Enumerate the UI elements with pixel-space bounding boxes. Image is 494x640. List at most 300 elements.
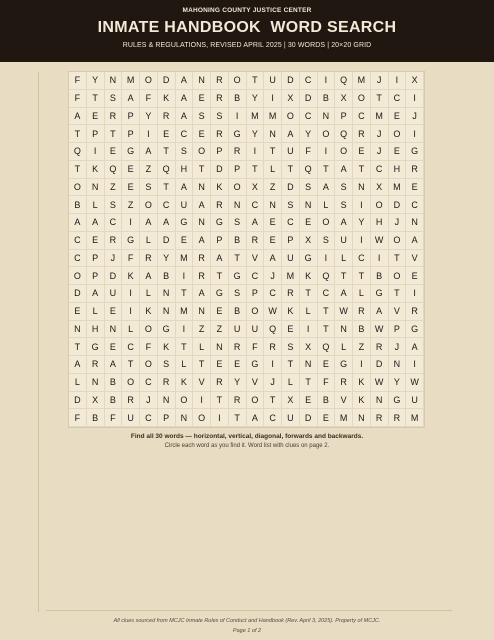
grid-cell[interactable]: G [247,356,265,374]
grid-cell[interactable]: E [105,338,123,356]
grid-cell[interactable]: R [406,303,424,321]
grid-cell[interactable]: K [158,90,176,108]
grid-cell[interactable]: T [353,267,371,285]
grid-cell[interactable]: G [229,267,247,285]
grid-cell[interactable]: T [247,161,265,179]
grid-cell[interactable]: A [211,250,229,268]
grid-cell[interactable]: F [318,374,336,392]
grid-cell[interactable]: M [335,409,353,427]
grid-cell[interactable]: F [140,338,158,356]
grid-cell[interactable]: L [122,321,140,339]
grid-cell[interactable]: X [247,179,265,197]
grid-cell[interactable]: J [389,214,407,232]
grid-cell[interactable]: N [158,392,176,410]
grid-cell[interactable]: T [282,356,300,374]
grid-cell[interactable]: N [193,303,211,321]
grid-cell[interactable]: I [264,90,282,108]
grid-cell[interactable]: E [406,179,424,197]
grid-cell[interactable]: N [87,374,105,392]
grid-cell[interactable]: B [229,90,247,108]
grid-cell[interactable]: N [353,409,371,427]
grid-cell[interactable]: H [87,321,105,339]
grid-cell[interactable]: T [211,392,229,410]
grid-cell[interactable]: L [264,161,282,179]
grid-cell[interactable]: F [69,409,87,427]
grid-cell[interactable]: P [282,232,300,250]
grid-cell[interactable]: R [353,125,371,143]
grid-cell[interactable]: Y [158,250,176,268]
grid-cell[interactable]: T [229,250,247,268]
grid-cell[interactable]: T [300,374,318,392]
grid-cell[interactable]: P [87,125,105,143]
grid-cell[interactable]: V [389,303,407,321]
grid-cell[interactable]: B [158,267,176,285]
grid-cell[interactable]: T [176,338,194,356]
grid-cell[interactable]: C [300,72,318,90]
grid-cell[interactable]: T [247,72,265,90]
grid-cell[interactable]: O [335,143,353,161]
grid-cell[interactable]: N [264,196,282,214]
grid-cell[interactable]: T [335,267,353,285]
grid-cell[interactable]: A [176,72,194,90]
grid-cell[interactable]: I [389,72,407,90]
grid-cell[interactable]: O [140,196,158,214]
grid-cell[interactable]: R [371,409,389,427]
grid-cell[interactable]: N [193,214,211,232]
grid-cell[interactable]: O [69,267,87,285]
grid-cell[interactable]: N [300,356,318,374]
grid-cell[interactable]: A [87,285,105,303]
grid-cell[interactable]: W [371,232,389,250]
grid-cell[interactable]: U [105,285,123,303]
grid-cell[interactable]: R [247,232,265,250]
grid-cell[interactable]: J [105,250,123,268]
grid-cell[interactable]: G [158,321,176,339]
grid-cell[interactable]: Y [247,125,265,143]
grid-cell[interactable]: T [69,338,87,356]
grid-cell[interactable]: T [193,161,211,179]
grid-cell[interactable]: N [193,179,211,197]
grid-cell[interactable]: A [193,232,211,250]
grid-cell[interactable]: I [264,356,282,374]
grid-cell[interactable]: C [353,108,371,126]
grid-cell[interactable]: U [229,321,247,339]
grid-cell[interactable]: P [122,108,140,126]
grid-cell[interactable]: R [158,108,176,126]
grid-cell[interactable]: G [211,285,229,303]
grid-cell[interactable]: E [105,143,123,161]
grid-cell[interactable]: C [371,161,389,179]
grid-cell[interactable]: P [335,108,353,126]
grid-cell[interactable]: A [158,214,176,232]
grid-cell[interactable]: O [193,143,211,161]
grid-cell[interactable]: N [406,214,424,232]
grid-cell[interactable]: R [211,374,229,392]
grid-cell[interactable]: T [87,90,105,108]
grid-cell[interactable]: D [158,72,176,90]
grid-cell[interactable]: S [229,285,247,303]
grid-cell[interactable]: O [282,108,300,126]
grid-cell[interactable]: M [389,179,407,197]
grid-cell[interactable]: A [176,90,194,108]
grid-cell[interactable]: F [69,72,87,90]
grid-cell[interactable]: M [176,303,194,321]
grid-cell[interactable]: N [158,285,176,303]
grid-cell[interactable]: J [371,72,389,90]
grid-cell[interactable]: L [140,285,158,303]
grid-cell[interactable]: P [122,125,140,143]
grid-cell[interactable]: P [389,321,407,339]
grid-cell[interactable]: C [406,196,424,214]
grid-cell[interactable]: R [211,125,229,143]
grid-cell[interactable]: K [176,374,194,392]
grid-cell[interactable]: I [176,267,194,285]
grid-cell[interactable]: A [140,143,158,161]
grid-cell[interactable]: E [282,321,300,339]
grid-cell[interactable]: P [158,409,176,427]
grid-cell[interactable]: J [264,267,282,285]
grid-cell[interactable]: C [69,232,87,250]
grid-cell[interactable]: I [211,409,229,427]
grid-cell[interactable]: E [69,303,87,321]
grid-cell[interactable]: T [318,161,336,179]
grid-cell[interactable]: W [371,321,389,339]
grid-cell[interactable]: X [300,232,318,250]
grid-cell[interactable]: Z [140,161,158,179]
grid-cell[interactable]: M [282,267,300,285]
grid-cell[interactable]: U [122,409,140,427]
grid-cell[interactable]: X [282,392,300,410]
grid-cell[interactable]: F [105,409,123,427]
grid-cell[interactable]: T [300,285,318,303]
grid-cell[interactable]: D [211,161,229,179]
grid-cell[interactable]: E [353,143,371,161]
grid-cell[interactable]: G [406,321,424,339]
grid-cell[interactable]: A [176,179,194,197]
grid-cell[interactable]: I [406,125,424,143]
grid-cell[interactable]: S [282,338,300,356]
grid-cell[interactable]: D [300,90,318,108]
grid-cell[interactable]: L [353,285,371,303]
grid-cell[interactable]: E [406,267,424,285]
grid-cell[interactable]: C [389,90,407,108]
grid-cell[interactable]: Q [335,125,353,143]
grid-cell[interactable]: Y [87,72,105,90]
grid-cell[interactable]: A [247,409,265,427]
grid-cell[interactable]: A [122,90,140,108]
grid-cell[interactable]: E [176,232,194,250]
grid-cell[interactable]: C [140,374,158,392]
grid-cell[interactable]: R [229,143,247,161]
grid-cell[interactable]: X [87,392,105,410]
grid-cell[interactable]: B [105,374,123,392]
grid-cell[interactable]: D [371,356,389,374]
grid-cell[interactable]: R [371,338,389,356]
grid-cell[interactable]: P [87,267,105,285]
grid-cell[interactable]: I [193,392,211,410]
grid-cell[interactable]: M [122,72,140,90]
grid-cell[interactable]: D [389,196,407,214]
grid-cell[interactable]: L [318,196,336,214]
grid-cell[interactable]: K [300,267,318,285]
grid-cell[interactable]: Q [105,161,123,179]
grid-cell[interactable]: K [282,303,300,321]
grid-cell[interactable]: N [389,356,407,374]
grid-cell[interactable]: Y [300,125,318,143]
grid-cell[interactable]: I [318,250,336,268]
grid-cell[interactable]: Y [140,108,158,126]
grid-cell[interactable]: S [105,90,123,108]
grid-cell[interactable]: R [406,161,424,179]
grid-cell[interactable]: R [229,338,247,356]
grid-cell[interactable]: I [87,143,105,161]
grid-cell[interactable]: T [389,250,407,268]
grid-cell[interactable]: T [264,143,282,161]
grid-cell[interactable]: P [247,285,265,303]
grid-cell[interactable]: V [247,250,265,268]
grid-cell[interactable]: S [176,143,194,161]
grid-cell[interactable]: S [158,356,176,374]
grid-cell[interactable]: L [140,232,158,250]
grid-cell[interactable]: C [353,250,371,268]
grid-cell[interactable]: G [87,338,105,356]
grid-cell[interactable]: U [282,143,300,161]
grid-cell[interactable]: P [229,161,247,179]
grid-cell[interactable]: M [247,108,265,126]
grid-cell[interactable]: R [282,285,300,303]
grid-cell[interactable]: Y [389,374,407,392]
grid-cell[interactable]: H [389,161,407,179]
grid-cell[interactable]: A [69,214,87,232]
grid-cell[interactable]: R [193,250,211,268]
grid-cell[interactable]: T [211,267,229,285]
grid-cell[interactable]: E [158,125,176,143]
grid-cell[interactable]: O [140,72,158,90]
grid-cell[interactable]: R [140,250,158,268]
grid-cell[interactable]: Q [264,321,282,339]
grid-cell[interactable]: D [300,409,318,427]
grid-cell[interactable]: Q [300,161,318,179]
grid-cell[interactable]: E [87,232,105,250]
grid-cell[interactable]: I [140,125,158,143]
grid-cell[interactable]: B [87,409,105,427]
grid-cell[interactable]: W [371,374,389,392]
grid-cell[interactable]: S [229,214,247,232]
grid-cell[interactable]: A [264,250,282,268]
grid-cell[interactable]: L [335,250,353,268]
grid-cell[interactable]: S [335,196,353,214]
grid-cell[interactable]: J [389,338,407,356]
grid-cell[interactable]: E [122,161,140,179]
grid-cell[interactable]: N [335,321,353,339]
grid-cell[interactable]: Q [335,72,353,90]
grid-cell[interactable]: N [158,303,176,321]
grid-cell[interactable]: S [140,179,158,197]
grid-cell[interactable]: Z [105,179,123,197]
grid-cell[interactable]: Q [158,161,176,179]
grid-cell[interactable]: Q [318,338,336,356]
grid-cell[interactable]: W [264,303,282,321]
grid-cell[interactable]: X [335,90,353,108]
grid-cell[interactable]: N [211,338,229,356]
grid-cell[interactable]: O [140,321,158,339]
grid-cell[interactable]: N [69,321,87,339]
grid-cell[interactable]: R [353,303,371,321]
grid-cell[interactable]: I [406,285,424,303]
grid-cell[interactable]: L [87,196,105,214]
grid-cell[interactable]: G [300,250,318,268]
grid-cell[interactable]: B [69,196,87,214]
grid-cell[interactable]: K [353,392,371,410]
grid-cell[interactable]: O [389,125,407,143]
grid-cell[interactable]: A [176,108,194,126]
grid-cell[interactable]: P [211,143,229,161]
grid-cell[interactable]: R [389,409,407,427]
grid-cell[interactable]: E [87,108,105,126]
grid-cell[interactable]: L [69,374,87,392]
grid-cell[interactable]: T [193,356,211,374]
grid-cell[interactable]: T [318,321,336,339]
grid-cell[interactable]: I [318,72,336,90]
grid-cell[interactable]: M [353,72,371,90]
grid-cell[interactable]: E [318,409,336,427]
grid-cell[interactable]: A [406,232,424,250]
grid-cell[interactable]: C [105,214,123,232]
grid-cell[interactable]: C [264,409,282,427]
grid-cell[interactable]: I [122,285,140,303]
grid-cell[interactable]: O [353,90,371,108]
grid-cell[interactable]: P [211,232,229,250]
grid-cell[interactable]: A [335,161,353,179]
grid-cell[interactable]: R [211,196,229,214]
grid-cell[interactable]: E [300,214,318,232]
grid-cell[interactable]: C [247,267,265,285]
grid-cell[interactable]: M [176,250,194,268]
grid-cell[interactable]: T [158,143,176,161]
grid-cell[interactable]: K [122,267,140,285]
grid-cell[interactable]: C [282,214,300,232]
grid-cell[interactable]: I [229,108,247,126]
grid-cell[interactable]: C [69,250,87,268]
grid-cell[interactable]: R [193,267,211,285]
grid-cell[interactable]: E [105,303,123,321]
grid-cell[interactable]: J [140,392,158,410]
grid-cell[interactable]: S [105,196,123,214]
grid-cell[interactable]: I [371,250,389,268]
grid-cell[interactable]: O [193,409,211,427]
grid-cell[interactable]: K [211,179,229,197]
grid-cell[interactable]: D [69,392,87,410]
grid-cell[interactable]: K [353,374,371,392]
grid-cell[interactable]: O [247,303,265,321]
grid-cell[interactable]: L [335,338,353,356]
grid-cell[interactable]: M [371,108,389,126]
grid-cell[interactable]: R [122,392,140,410]
grid-cell[interactable]: N [105,321,123,339]
grid-cell[interactable]: I [122,303,140,321]
grid-cell[interactable]: A [87,214,105,232]
grid-cell[interactable]: G [176,214,194,232]
grid-cell[interactable]: L [87,303,105,321]
grid-cell[interactable]: T [105,125,123,143]
grid-cell[interactable]: C [300,108,318,126]
grid-cell[interactable]: V [406,250,424,268]
grid-cell[interactable]: O [389,267,407,285]
grid-cell[interactable]: X [371,179,389,197]
grid-cell[interactable]: R [105,108,123,126]
grid-cell[interactable]: T [158,179,176,197]
grid-cell[interactable]: B [318,90,336,108]
grid-cell[interactable]: A [335,285,353,303]
grid-cell[interactable]: N [87,179,105,197]
grid-cell[interactable]: E [264,214,282,232]
grid-cell[interactable]: N [318,108,336,126]
grid-cell[interactable]: A [193,285,211,303]
grid-cell[interactable]: A [371,303,389,321]
grid-cell[interactable]: I [406,90,424,108]
grid-cell[interactable]: T [282,161,300,179]
grid-cell[interactable]: A [318,179,336,197]
grid-cell[interactable]: S [193,108,211,126]
grid-cell[interactable]: T [264,392,282,410]
grid-cell[interactable]: N [353,179,371,197]
grid-cell[interactable]: C [247,196,265,214]
grid-cell[interactable]: G [335,356,353,374]
grid-cell[interactable]: B [371,267,389,285]
grid-cell[interactable]: Q [318,267,336,285]
grid-cell[interactable]: S [318,232,336,250]
grid-cell[interactable]: G [406,143,424,161]
grid-cell[interactable]: E [122,179,140,197]
grid-cell[interactable]: J [371,125,389,143]
grid-cell[interactable]: B [229,232,247,250]
grid-cell[interactable]: O [140,356,158,374]
grid-cell[interactable]: S [300,179,318,197]
grid-cell[interactable]: Q [69,143,87,161]
grid-cell[interactable]: O [389,232,407,250]
grid-cell[interactable]: V [193,374,211,392]
grid-cell[interactable]: A [140,267,158,285]
grid-cell[interactable]: T [176,285,194,303]
grid-cell[interactable]: X [406,72,424,90]
grid-cell[interactable]: T [69,125,87,143]
grid-cell[interactable]: I [176,321,194,339]
grid-cell[interactable]: U [176,196,194,214]
grid-cell[interactable]: A [247,214,265,232]
grid-cell[interactable]: E [193,125,211,143]
grid-cell[interactable]: L [193,338,211,356]
grid-cell[interactable]: O [122,374,140,392]
grid-cell[interactable]: K [158,338,176,356]
grid-cell[interactable]: C [318,285,336,303]
grid-cell[interactable]: Z [264,179,282,197]
grid-cell[interactable]: T [318,303,336,321]
grid-cell[interactable]: X [282,90,300,108]
grid-cell[interactable]: N [300,196,318,214]
grid-cell[interactable]: O [318,214,336,232]
grid-cell[interactable]: I [122,214,140,232]
grid-cell[interactable]: G [211,214,229,232]
grid-cell[interactable]: U [406,392,424,410]
grid-cell[interactable]: M [406,409,424,427]
grid-cell[interactable]: D [282,72,300,90]
grid-cell[interactable]: A [335,214,353,232]
grid-cell[interactable]: O [318,125,336,143]
grid-cell[interactable]: G [389,392,407,410]
grid-cell[interactable]: N [229,196,247,214]
grid-cell[interactable]: A [406,338,424,356]
grid-cell[interactable]: I [353,196,371,214]
